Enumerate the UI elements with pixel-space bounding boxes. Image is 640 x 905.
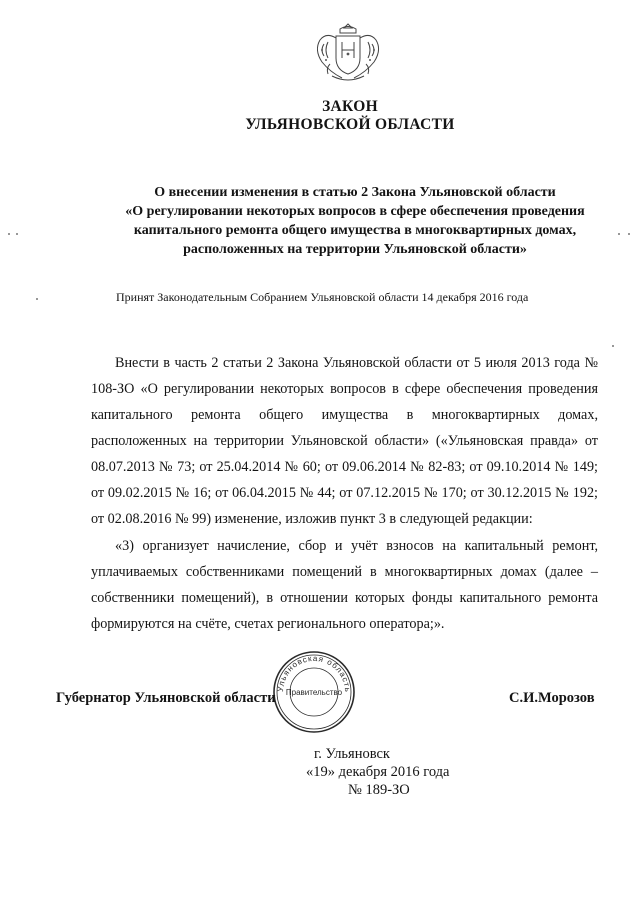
adoption-note: Принят Законодательным Собранием Ульяновской области 14 декабря 2016 года xyxy=(116,290,529,304)
body-paragraph-2: «3) организует начисление, сбор и учёт взносов на капитальный ремонт, уплачиваемых собственниками помещений в многоквартирных домах (далее – собственники помещений), в отношении которых фонды капитального ремонта формируются на счёте, счетах регионального оператора;». xyxy=(91,538,598,632)
scan-speck xyxy=(16,233,18,235)
heading-line1: О внесении изменения в статью 2 Закона Ульяновской области xyxy=(154,185,556,200)
body-paragraph-1: Внести в часть 2 статьи 2 Закона Ульяновской области от 5 июля 2013 года № 108-ЗО «О регулировании некоторых вопросов в сфере обеспечения проведения капитального ремонта общего имущества в многоквартирных домах, расположенных на территории Ульяновской области» («Ульяновская правда» от 08.07.2013 № 73; от 25.04.2014 № 60; от 09.06.2014 № 82-83; от 09.10.2014 № 149; от 09.02.2015 № 16; от 06.04.2015 № 44; от 07.12.2015 № 170; от 30.12.2015 № 192; от 02.08.2016 № 99) изменение, изложив пункт 3 в следующей редакции: xyxy=(91,355,598,527)
issue-date: «19» декабря 2016 года xyxy=(306,764,450,780)
scan-speck xyxy=(8,233,10,235)
law-title-line2: УЛЬЯНОВСКОЙ ОБЛАСТИ xyxy=(245,116,455,133)
seal-outer-text: Ульяновская область xyxy=(275,653,353,694)
governor-name: С.И.Морозов xyxy=(509,690,595,706)
law-title-line1: ЗАКОН xyxy=(322,98,378,115)
issue-city: г. Ульяновск xyxy=(314,746,390,762)
heading-line3: капитального ремонта общего имущества в многоквартирных домах, xyxy=(133,223,577,238)
heading-line4: расположенных на территории Ульяновской области» xyxy=(183,242,527,257)
scan-speck xyxy=(618,233,620,235)
governor-title: Губернатор Ульяновской области xyxy=(56,690,276,706)
law-heading xyxy=(60,183,640,259)
official-seal-icon xyxy=(272,650,356,734)
scan-speck xyxy=(612,345,614,347)
scan-speck xyxy=(628,233,630,235)
law-title xyxy=(0,98,640,134)
heading-line2: «О регулировании некоторых вопросов в сфере обеспечения проведения xyxy=(125,204,585,219)
issue-details xyxy=(300,745,449,799)
scan-speck xyxy=(36,298,38,300)
seal-inner-text: Правительство xyxy=(285,688,343,697)
coat-of-arms-icon xyxy=(308,20,388,88)
law-number: № 189-ЗО xyxy=(348,782,410,798)
